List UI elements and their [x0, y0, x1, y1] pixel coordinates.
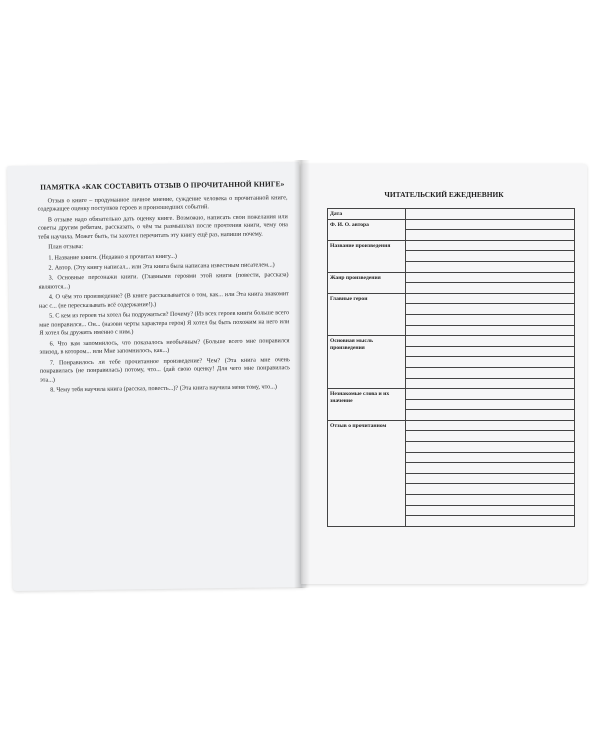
- diary-field-label-text: Главные герои: [330, 295, 368, 302]
- diary-blank-line: [406, 399, 575, 410]
- diary-blank-line: [406, 314, 575, 325]
- diary-blank-line: [406, 293, 575, 304]
- plan-item-1: 1. Название книги. (Недавно я прочитал книгу...): [48, 252, 177, 262]
- diary-blank-line: [406, 420, 575, 431]
- paragraph-definition: Отзыв о книге – продуманное личное мнение, суждение человека о прочитанной книге, содержащее оценку поступков героев и произошедших событий.: [37, 193, 288, 213]
- diary-row: [328, 336, 575, 347]
- diary-row: [328, 293, 575, 304]
- diary-row: [328, 219, 575, 230]
- diary-field-label-text: Дата: [330, 211, 343, 217]
- diary-field-label: [328, 219, 406, 240]
- diary-blank-line: [406, 283, 575, 294]
- diary-row: [328, 420, 575, 431]
- diary-blank-line: [406, 304, 575, 315]
- plan-item-3: 3. Основные персонажи книги. (Главными героями этой книги (повести, рассказа) являются...): [38, 271, 289, 291]
- diary-field-label: [328, 420, 406, 526]
- diary-blank-line: [406, 473, 575, 484]
- diary-blank-line: [406, 240, 575, 251]
- diary-field-label-text: Название произведения: [330, 242, 391, 249]
- diary-field-label: [328, 240, 406, 272]
- diary-blank-line: [406, 251, 575, 262]
- diary-blank-line: [406, 367, 575, 378]
- plan-item-4: 4. О чём это произведение? (В книге рассказывается о том, как... или Эта книга знакомит нас с... (не пересказывать всё содержание!).): [38, 290, 289, 310]
- right-page-title: ЧИТАТЕЛЬСКИЙ ЕЖЕДНЕВНИК: [384, 190, 504, 199]
- diary-blank-line: [406, 378, 575, 389]
- left-page: [7, 162, 305, 591]
- left-page-title: ПАМЯТКА «КАК СОСТАВИТЬ ОТЗЫВ О ПРОЧИТАННОЙ КНИГЕ»: [40, 179, 285, 192]
- diary-blank-line: [406, 230, 575, 241]
- diary-blank-line: [406, 336, 575, 347]
- diary-blank-line: [406, 357, 575, 368]
- plan-heading: План отзыва:: [48, 243, 84, 251]
- plan-item-7: 7. Понравилось ли тебе прочитанное произведение? Чем? (Эта книга мне очень понравилась (не понравилась) потому, что... (дай свою оценку! Для чего мне понравилась эта...): [39, 356, 290, 384]
- diary-field-label: [328, 389, 406, 421]
- diary-blank-line: [406, 505, 575, 516]
- diary-blank-line: [406, 219, 575, 230]
- left-page-content: [37, 180, 290, 397]
- diary-field-label-text: Жанр произведения: [330, 274, 381, 281]
- diary-field-label: [328, 293, 406, 335]
- diary-field-label-text: Отзыв о прочитанном: [330, 422, 387, 429]
- diary-blank-line: [406, 431, 575, 442]
- diary-blank-line: [406, 389, 575, 400]
- diary-row: [328, 272, 575, 283]
- plan-item-8: 8. Чему тебя научила книга (рассказ, повесть...)? (Эта книга научила меня тому, что...): [50, 383, 278, 394]
- diary-blank-line: [406, 346, 575, 357]
- open-notebook: [10, 152, 590, 597]
- right-page: [301, 164, 587, 584]
- reading-diary-table: [327, 208, 575, 527]
- diary-field-label-text: Ф. И. О. автора: [330, 221, 369, 228]
- diary-field-label: [328, 272, 406, 293]
- diary-blank-line: [406, 209, 575, 220]
- diary-field-label: [328, 336, 406, 389]
- diary-blank-line: [406, 410, 575, 421]
- plan-item-2: 2. Автор. (Эту книгу написал... или Эта книга была написана известным писателем...): [48, 261, 275, 272]
- diary-blank-line: [406, 261, 575, 272]
- diary-row: [328, 240, 575, 251]
- plan-item-5: 5. С кем из героев ты хотел бы подружиться? Почему? (Из всех героев книги больше всего мне понравился... Он... (назови черты характера героя) Я хотел бы быть похожим на него или Я хотел бы дружить именно с ним.): [39, 309, 290, 338]
- diary-row: [328, 209, 575, 220]
- diary-blank-line: [406, 452, 575, 463]
- diary-blank-line: [406, 495, 575, 506]
- diary-blank-line: [406, 272, 575, 283]
- diary-field-label-text: Незнакомые слова и их значение: [330, 391, 390, 404]
- paragraph-advice: В отзыве надо обязательно дать оценку книге. Возможно, написать свои пожелания или советы другим ребятам, рассказать, о чём ты размышлял после прочтения книги, чему она тебя научила. Может быть, ты захотел перечитать эту книгу ещё раз, напиши почему.: [37, 212, 288, 241]
- diary-row: [328, 389, 575, 400]
- diary-blank-line: [406, 516, 575, 527]
- diary-field-label: [328, 209, 406, 220]
- book-spine-shadow: [294, 160, 310, 588]
- plan-item-6: 6. Что вам запомнилось, что показалось необычным? (Больше всего мне понравился эпизод, в котором... или Мне запомнилось, как...): [39, 337, 290, 357]
- diary-blank-line: [406, 484, 575, 495]
- diary-blank-line: [406, 325, 575, 336]
- diary-blank-line: [406, 463, 575, 474]
- diary-field-label-text: Основная мысль произведения: [330, 338, 373, 351]
- diary-blank-line: [406, 442, 575, 453]
